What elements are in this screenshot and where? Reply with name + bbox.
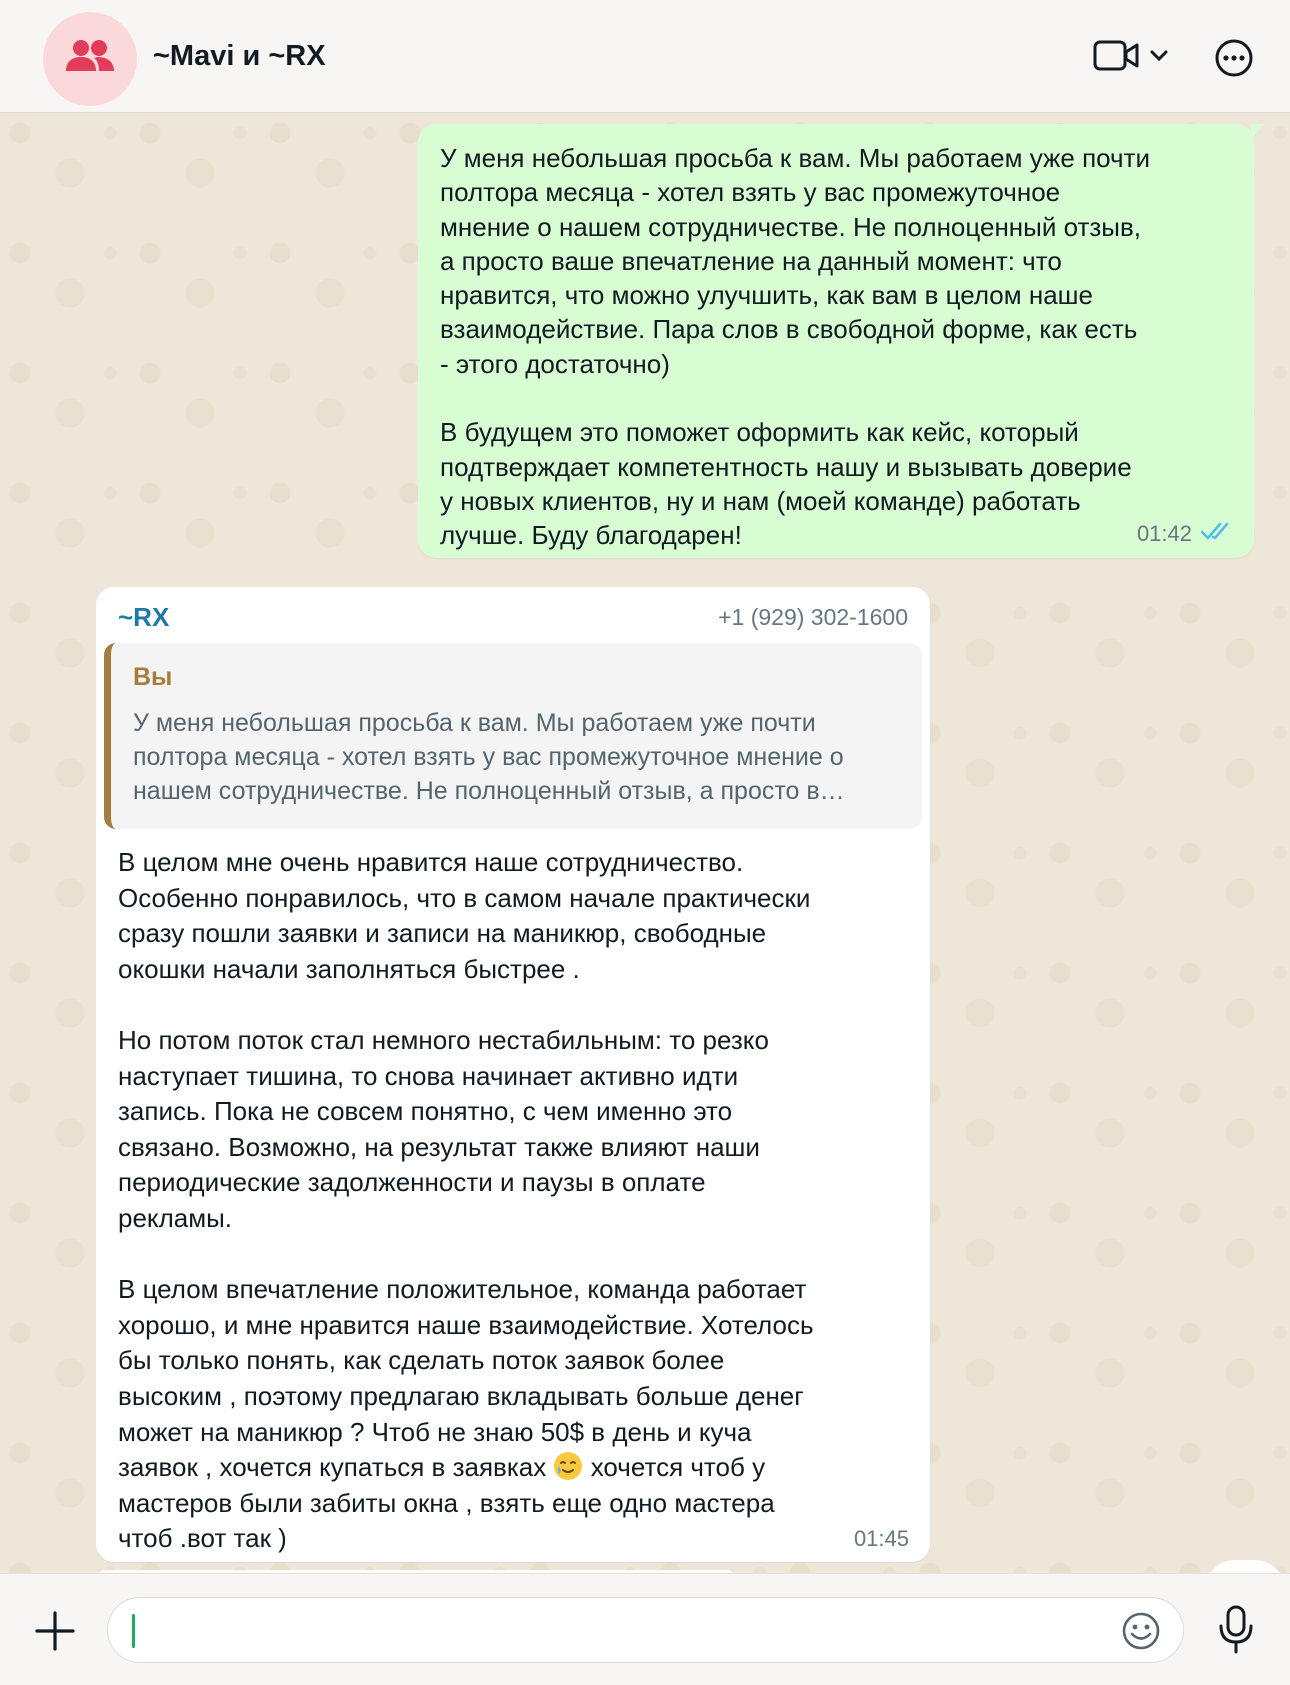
emoji-icon (1121, 1638, 1161, 1655)
message-time: 01:45 (853, 1526, 909, 1551)
microphone-icon (1217, 1643, 1255, 1660)
message-input-box[interactable] (107, 1597, 1184, 1663)
more-options-button[interactable] (1214, 38, 1254, 78)
voice-message-button[interactable] (1217, 1604, 1255, 1656)
message-text: У меня небольшая просьба к вам. Мы работаем уже почти полтора месяца - хотел взять у вас промежуточное мнение о нашем сотрудничестве. Не полноценный отзыв, а просто ваше впечатление на данный момент: что нравится, что можно улучшить, как вам в целом наше взаимодействие. Пара слов в свободной форме, как есть - этого достаточно) В будущем это поможет оформить как кейс, который подтверждает компетентность нашу и вызывать доверие у новых клиентов, ну и нам (моей команде) работать лучше. Буду благодарен! (440, 143, 1151, 551)
plus-icon (32, 1641, 78, 1658)
more-options-icon (1214, 65, 1254, 82)
group-avatar[interactable] (43, 12, 137, 106)
double-check-read-icon (1200, 520, 1234, 548)
message-composer (0, 1573, 1290, 1685)
emoji-button[interactable] (1121, 1611, 1161, 1651)
quote-text: У меня небольшая просьба к вам. Мы работаем уже почти полтора месяца - хотел взять у вас промежуточное мнение о нашем сотрудничестве. Не полноценный отзыв, а просто в… (133, 709, 845, 805)
message-time: 01:42 (1136, 521, 1192, 546)
message-text (104, 829, 922, 1557)
outgoing-message[interactable] (418, 124, 1254, 558)
message-text-part: хочется чтоб у мастеров были забиты окна , взять еще одно мастера чтоб .вот так ) (118, 1452, 775, 1554)
quoted-message[interactable] (104, 643, 922, 829)
chat-header (0, 0, 1290, 113)
message-meta (1137, 520, 1234, 548)
video-camera-icon (1093, 39, 1141, 78)
quote-author: Вы (133, 663, 173, 691)
sender-name[interactable]: ~RX (118, 601, 170, 632)
sender-row (104, 599, 922, 635)
chat-title[interactable]: ~Mavi и ~RX (153, 40, 326, 72)
text-caret (132, 1614, 135, 1648)
incoming-message[interactable] (96, 587, 930, 1562)
sender-phone: +1 (929) 302-1600 (718, 603, 908, 630)
chevron-down-icon (1149, 49, 1169, 68)
message-input[interactable] (130, 1606, 1110, 1654)
message-text-part: В целом мне очень нравится наше сотрудничество. Особенно понравилось, что в самом начале практически сразу пошли заявки и записи на маникюр, свободные окошки начали заполняться быстрее . Но потом поток стал немного нестабильным: то резко наступает тишина, то снова начинает активно идти запись. Пока не совсем понятно, с чем именно это связано. Возможно, на результат также влияют наши периодические задолженности и паузы в оплате рекламы. В целом впечатление положительное, команда работает хорошо, и мне нравится наше взаимодействие. Хотелось бы только понять, как сделать поток заявок более высоким , поэтому предлагаю вкладывать больше денег может на маникюр ? Чтоб не знаю 50$ в день и куча заявок , хочется купаться в заявках (118, 847, 814, 1483)
attach-button[interactable] (32, 1608, 78, 1654)
smiling-tear-emoji (553, 1451, 583, 1481)
video-call-button[interactable] (1093, 38, 1173, 78)
group-icon (64, 37, 116, 82)
